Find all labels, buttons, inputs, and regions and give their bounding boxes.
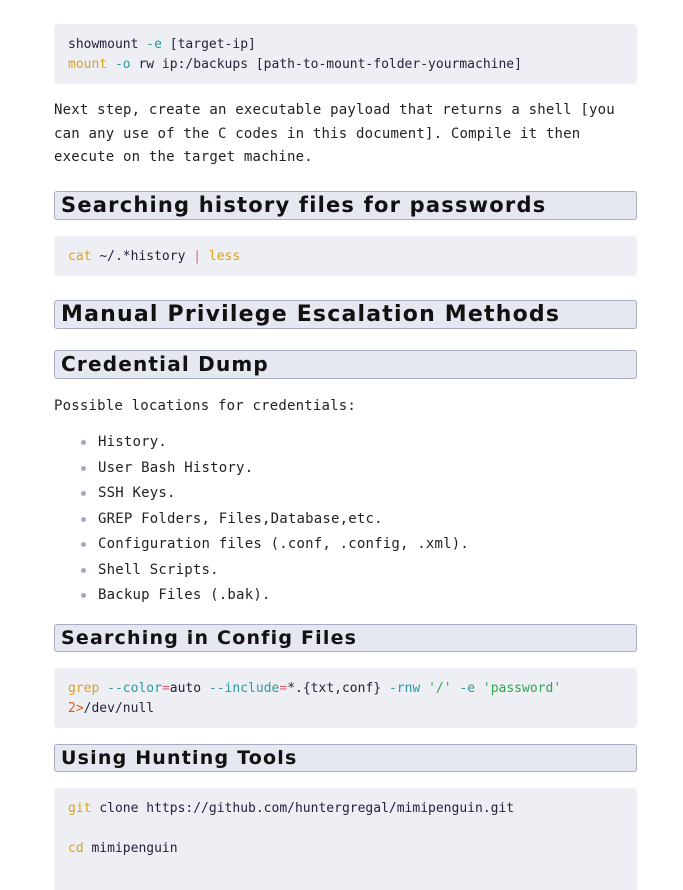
code-line bbox=[68, 37, 256, 52]
bullet-icon bbox=[81, 593, 86, 598]
code-flag: -e bbox=[459, 680, 476, 696]
code-redirect: 2> bbox=[68, 700, 84, 716]
code-operator: = bbox=[161, 680, 170, 696]
heading-hunting-tools: Using Hunting Tools bbox=[54, 744, 637, 772]
code-arg: auto bbox=[169, 680, 202, 696]
code-line bbox=[68, 681, 561, 696]
code-line bbox=[68, 801, 514, 816]
code-flag: --color bbox=[107, 680, 162, 696]
code-arg: rw ip:/backups [path-to-mount-folder-yourmachine] bbox=[138, 57, 522, 72]
code-command: git bbox=[68, 800, 92, 816]
list-item bbox=[54, 583, 637, 609]
document-body bbox=[54, 24, 637, 890]
list-item bbox=[54, 507, 637, 533]
code-arg: *.{txt,conf} bbox=[287, 680, 382, 696]
bullet-icon bbox=[81, 466, 86, 471]
list-item-text: History. bbox=[98, 434, 168, 450]
list-item bbox=[54, 456, 637, 482]
list-item-text: Shell Scripts. bbox=[98, 561, 219, 578]
code-arg: mimipenguin bbox=[91, 840, 178, 856]
code-arg: clone https://github.com/huntergregal/mimipenguin.git bbox=[99, 800, 515, 816]
list-item-text: Backup Files (.bak). bbox=[98, 587, 271, 603]
code-pipe: | bbox=[193, 248, 202, 264]
bullet-icon bbox=[81, 491, 86, 496]
bullet-icon bbox=[81, 542, 86, 547]
code-command: less bbox=[208, 248, 241, 264]
code-block-mount bbox=[54, 24, 637, 84]
bullet-icon bbox=[81, 568, 86, 573]
bullet-icon bbox=[81, 517, 86, 522]
code-command: cat bbox=[68, 248, 92, 264]
paragraph-locations: Possible locations for credentials: bbox=[54, 397, 357, 414]
list-item bbox=[54, 430, 637, 456]
code-line bbox=[68, 57, 522, 72]
list-item bbox=[54, 558, 637, 584]
code-block-grep bbox=[54, 668, 637, 728]
list-item bbox=[54, 481, 637, 507]
code-flag: -rnw bbox=[388, 680, 421, 696]
code-command: grep bbox=[68, 680, 100, 696]
heading-searching-history: Searching history files for passwords bbox=[54, 191, 637, 220]
list-item-text: GREP Folders, Files,Database,etc. bbox=[98, 510, 383, 527]
heading-manual-privesc: Manual Privilege Escalation Methods bbox=[54, 300, 637, 329]
code-line bbox=[68, 701, 154, 716]
credential-locations-list bbox=[54, 430, 637, 609]
list-item-text: Configuration files (.conf, .config, .xml). bbox=[98, 536, 470, 552]
paragraph-payload: Next step, create an executable payload that returns a shell [you can any use of the C codes in this document]. Compile it then execute on the target machine. bbox=[54, 102, 615, 165]
code-flag: -e bbox=[146, 37, 162, 52]
code-command: cd bbox=[68, 840, 84, 856]
code-block-history bbox=[54, 236, 637, 276]
bullet-icon bbox=[81, 440, 86, 445]
list-item bbox=[54, 532, 637, 558]
code-line bbox=[68, 841, 178, 856]
code-string: 'password' bbox=[482, 680, 562, 696]
heading-credential-dump: Credential Dump bbox=[54, 350, 637, 379]
heading-config-files: Searching in Config Files bbox=[54, 624, 637, 652]
code-string: '/' bbox=[428, 680, 452, 696]
code-operator: = bbox=[279, 680, 288, 696]
code-arg: [target-ip] bbox=[169, 37, 256, 52]
code-command: showmount bbox=[68, 37, 139, 52]
code-block-hunting bbox=[54, 788, 637, 890]
code-arg: /dev/null bbox=[83, 700, 155, 716]
code-command: mount bbox=[68, 57, 108, 72]
code-flag: --include bbox=[208, 680, 280, 696]
code-flag: -o bbox=[114, 57, 131, 72]
list-item-text: User Bash History. bbox=[98, 459, 254, 476]
list-item-text: SSH Keys. bbox=[98, 485, 176, 501]
code-arg: ~/.*history bbox=[99, 248, 186, 264]
